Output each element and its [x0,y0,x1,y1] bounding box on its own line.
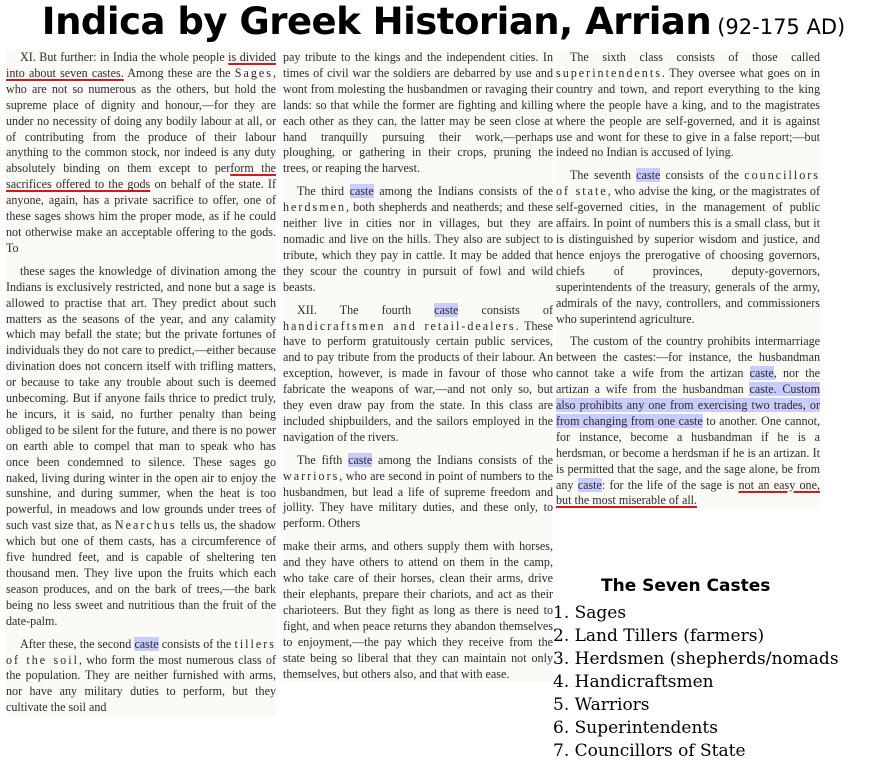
legend-item: 4. Handicraftsmen [553,672,714,692]
highlight-caste: caste [577,477,602,492]
paragraph-superintendents: The sixth class consists of those called superintendents. They oversee what goes on in country and town, and report everything to the king where the people have a king, and to the magistrates where the people are self-governed, and it is against use and wont for these to give in a false report;—but indeed no Indian is accused of lying. [556,50,820,160]
highlight-caste: caste [349,184,374,199]
legend-item: 2. Land Tillers (farmers) [553,626,765,646]
legend-list [553,602,883,763]
page-title: Indica by Greek Historian, Arrian [41,0,712,43]
paragraph-tillers: After these, the second caste consists of the tillers of the soil, who form the most numerous class of the population. They are neither furnished with arms, nor have any military duties to perform, but they cultivate the soil and [6,636,276,715]
legend-item: 5. Warriors [553,695,650,715]
legend-item: 7. Councillors of State [553,741,746,761]
title-dates: (92-175 AD) [717,15,846,39]
highlight-custom: caste. Custom also prohibits any one from exercising two trades, or from changing from one caste [556,382,820,428]
paragraph-intermarriage: The custom of the country prohibits intermarriage between the castes:—for instance, the husbandman cannot take a wife from the artizan caste, nor the artizan a wife from the husbandman caste. Custom also prohibits any one from exercising two trades, or from changing from one caste to another. One cannot, for instance, become a husbandman if he is a herdsman, or become a herdsman if he is an artizan. It is permitted that the sage, and the sage alone, be from any caste: for the life of the sage is not an easy one, but the most miserable of all. [556,334,821,508]
highlight-caste: caste [348,452,373,467]
legend-item: 6. Superintendents [553,718,718,738]
text-column-3 [556,50,820,509]
highlight-caste: caste [636,168,661,183]
legend-item: 1. Sages [553,603,627,623]
text-column-2 [283,50,553,682]
paragraph-warriors-cont: make their arms, and others supply them with horses, and they have others to attend on them in the camp, who take care of their horses, clean their arms, drive their elephants, prepare their chariots, and act as their charioteers. But they fight as long as there is need to fight, and when peace returns they abandon themselves to enjoyment,—the pay which they receive from the state being so liberal that they can maintain not only themselves, but others also, and that with ease. [283,539,553,681]
paragraph-handicraftsmen: XII. The fourth caste consists of handicraftsmen and retail-dealers. These have to perform gratuitously certain public services, and to pay tribute from the products of their labour. An exception, however, is made in favour of those who fabricate the weapons of war,—and not only so, but they even draw pay from the state. In this class are included shipbuilders, and the sailors employed in the navigation of the rivers. [283,302,553,444]
highlight-caste: caste [134,636,159,651]
paragraph-intro: XI. But further: in India the whole people is divided into about seven castes. Among these are the Sages, who are not so numerous as the others, but hold the supreme place of dignity and honour,—for they are under no necessity of doing any bodily labour at all, or of contributing from the produce of their labour anything to the common stock, nor indeed is any duty absolutely binding on them except to perform the sacrifices offered to the gods on behalf of the state. If anyone, again, has a private sacrifice to offer, one of these sages shows him the proper mode, as if he could not otherwise make an acceptable offering to the gods. To [6,50,276,255]
underline-miserable: not an easy one, but the most miserable of all. [556,477,820,508]
paragraph-sages: these sages the knowledge of divination among the Indians is exclusively restricted, and none but a sage is allowed to practise that art. They predict about such matters as the seasons of the year, and any calamity which may befall the state; but the private fortunes of individuals they do not care to predict,—either because divination does not concern itself with trifling matters, or because to take any trouble about such is deemed unbecoming. But if anyone fails thrice to predict truly, he incurs, it is said, no further penalty than being obliged to be silent for the future, and there is no power on earth able to compel that man to speak who has once been condemned to silence. These sages go naked, living during winter in the open air to enjoy the sunshine, and during summer, when the heat is too powerful, in meadows and low grounds under trees of such vast size that, as Nearchus tells us, the shadow which but one of them casts, has a circumference of five hundred feet, and is capable of sheltering ten thousand men. They live upon the fruits which each season produces, and on the bark of trees,—the bark being no less sweet and nutritious than the fruit of the date-palm. [6,263,276,628]
legend-title: The Seven Castes [601,576,771,596]
paragraph-warriors: The fifth caste among the Indians consists of the warriors, who are second in point of numbers to the husbandmen, but lead a life of supreme freedom and jollity. They have military duties, and these only, to perform. Others [283,452,553,531]
paragraph-councillors: The seventh caste consists of the councillors of state, who advise the king, or the magistrates of self-governed cities, in the management of public affairs. In point of numbers this is a small class, but it is distinguished by superior wisdom and justice, and hence enjoys the prerogative of choosing governors, chiefs of provinces, deputy-governors, superintendents of the treasury, generals of the army, admirals of the navy, controllers, and commissioners who superintend agriculture. [556,168,820,326]
text-column-1 [6,50,276,716]
header-title [0,0,887,50]
highlight-caste: caste [434,302,459,317]
underline-seven-castes: is divided into about seven castes. [6,50,276,80]
legend-item: 3. Herdsmen (shepherds/nomads [553,649,839,669]
underline-sacrifices: form the sacrifices offered to the gods [6,161,276,192]
highlight-caste: caste [749,366,774,381]
paragraph-herdsmen: The third caste among the Indians consists of the herdsmen, both shepherds and neatherds; and these neither live in cities nor in villages, but they are nomadic and live on the hills. They also are subject to tribute, which they pay in cattle. It may be added that they scour the country in pursuit of fowl and wild beasts. [283,184,553,294]
seven-castes-legend [553,574,883,763]
paragraph-tribute: pay tribute to the kings and the independent cities. In times of civil war the soldiers are debarred by use and wont from molesting the husbandmen or ravaging their lands: so that while the former are fighting and killing each other as they can, the latter may be seen close at hand tranquilly pursuing their work,—perhaps ploughing, or gathering in their crops, pruning the trees, or reaping the harvest. [283,50,553,176]
